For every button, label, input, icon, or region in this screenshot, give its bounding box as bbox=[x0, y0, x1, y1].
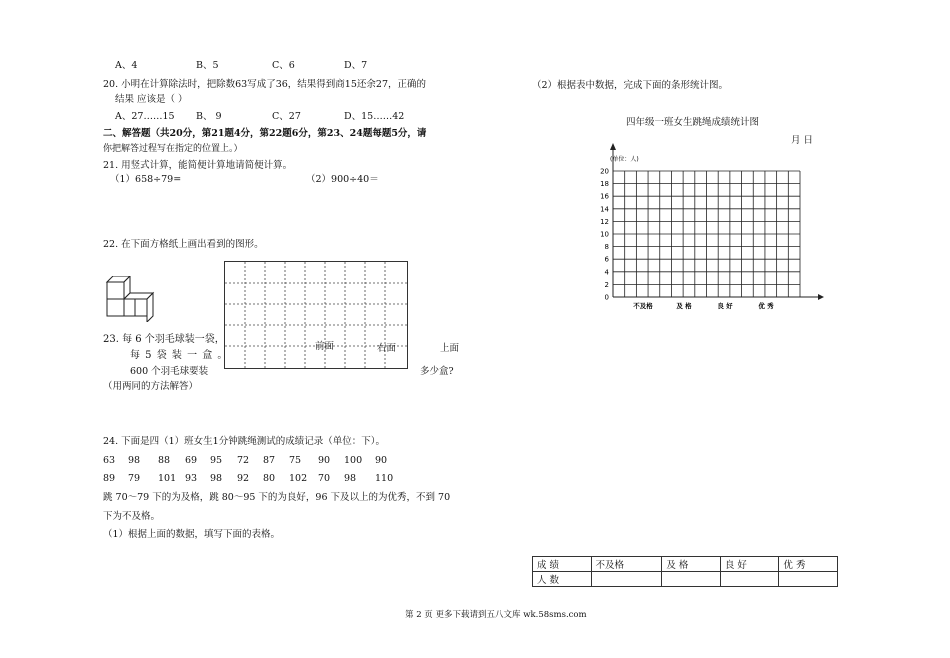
q24-text: 24. 下面是四（1）班女生1分钟跳绳测试的成绩记录（单位：下）。 bbox=[103, 436, 385, 447]
chart-y-unit-label: (单位：人) bbox=[610, 156, 639, 163]
q23-line3-end: 多少盒? bbox=[420, 366, 454, 377]
score-table bbox=[532, 556, 838, 587]
cube-stack-figure bbox=[102, 276, 158, 322]
data-value: 89 bbox=[103, 473, 116, 484]
chart-title: 四年级一班女生跳绳成绩统计图 bbox=[626, 117, 760, 128]
table-input-cell[interactable] bbox=[779, 572, 838, 587]
chart-y-tick-label: 10 bbox=[600, 230, 609, 239]
chart-x-category-label: 优 秀 bbox=[758, 302, 774, 310]
data-value: 79 bbox=[128, 473, 141, 484]
section2-note: 你把解答过程写在指定的位置上。） bbox=[103, 144, 243, 154]
q20-text-line1: 20. 小明在计算除法时，把除数63写成了36，结果得到商15还余27，正确的 bbox=[103, 79, 426, 90]
q23-line2: 每 5 袋 装 一 盒 。 bbox=[130, 350, 229, 361]
data-value: 88 bbox=[158, 455, 171, 466]
table-row-count bbox=[533, 572, 838, 587]
chart-y-tick-label: 4 bbox=[604, 268, 609, 277]
q22-text: 22. 在下面方格纸上画出看到的图形。 bbox=[103, 239, 264, 250]
table-input-cell[interactable] bbox=[662, 572, 721, 587]
q21-part2: （2）900÷40＝ bbox=[306, 174, 379, 185]
page-footer: 第 2 页 更多下载请到五八文库 wk.58sms.com bbox=[405, 610, 587, 620]
q21-text: 21. 用竖式计算，能简便计算地请简便计算。 bbox=[103, 160, 293, 171]
data-value: 102 bbox=[289, 473, 308, 484]
view-label-top: 上面 bbox=[440, 343, 460, 354]
table-input-cell[interactable] bbox=[720, 572, 779, 587]
q23-line3: 600 个羽毛球要装 bbox=[130, 366, 209, 377]
data-value: 80 bbox=[263, 473, 276, 484]
data-value: 70 bbox=[318, 473, 331, 484]
q21-part1: （1）658÷79= bbox=[110, 174, 182, 185]
data-value: 90 bbox=[318, 455, 331, 466]
q20-option-a: A、27……15 bbox=[115, 111, 175, 122]
chart-y-tick-label: 0 bbox=[604, 293, 609, 302]
data-value: 87 bbox=[263, 455, 276, 466]
chart-y-tick-label: 8 bbox=[604, 243, 609, 252]
q19-option-a: A、4 bbox=[115, 60, 138, 71]
table-cell: 良 好 bbox=[720, 557, 779, 572]
chart-y-tick-label: 2 bbox=[604, 280, 609, 289]
q24-part1: （1）根据上面的数据，填写下面的表格。 bbox=[103, 529, 281, 540]
data-value: 100 bbox=[344, 455, 363, 466]
data-value: 92 bbox=[237, 473, 250, 484]
data-value: 90 bbox=[375, 455, 388, 466]
q20-option-d: D、15……42 bbox=[344, 111, 405, 122]
data-value: 69 bbox=[185, 455, 198, 466]
chart-y-arrow-icon bbox=[610, 143, 616, 150]
q19-option-b: B、5 bbox=[196, 60, 219, 71]
data-value: 98 bbox=[128, 455, 141, 466]
q23-line4: （用两同的方法解答） bbox=[103, 381, 199, 392]
chart-date-label: 月 日 bbox=[791, 135, 814, 146]
chart-y-tick-label: 6 bbox=[604, 255, 609, 264]
q24-rule-line2: 下为不及格。 bbox=[103, 511, 161, 522]
data-value: 63 bbox=[103, 455, 116, 466]
q20-text-line2: 结果 应该是（ ） bbox=[115, 94, 188, 105]
table-cell: 不及格 bbox=[591, 557, 662, 572]
part2-text: （2）根据表中数据，完成下面的条形统计图。 bbox=[532, 80, 729, 91]
data-value: 98 bbox=[344, 473, 357, 484]
chart-y-tick-label: 12 bbox=[600, 217, 609, 226]
chart-y-tick-label: 20 bbox=[600, 167, 609, 176]
table-cell: 及 格 bbox=[662, 557, 721, 572]
chart-y-tick-label: 18 bbox=[600, 180, 609, 189]
data-value: 93 bbox=[185, 473, 198, 484]
data-value: 110 bbox=[375, 473, 394, 484]
view-label-right: 右面 bbox=[377, 343, 397, 354]
q23-line1: 23. 每 6 个羽毛球装一袋， bbox=[103, 334, 225, 345]
table-cell: 人 数 bbox=[533, 572, 592, 587]
table-cell: 优 秀 bbox=[779, 557, 838, 572]
q20-option-b: B、 9 bbox=[196, 111, 222, 122]
section2-heading: 二、解答题（共20分，第21题4分，第22题6分，第23、24题每题5分，请 bbox=[103, 128, 427, 139]
q20-option-c: C、27 bbox=[272, 111, 301, 122]
view-label-front: 前面 bbox=[315, 341, 335, 352]
chart-y-tick-label: 16 bbox=[600, 192, 609, 201]
table-row-header bbox=[533, 557, 838, 572]
data-value: 95 bbox=[210, 455, 223, 466]
data-value: 72 bbox=[237, 455, 250, 466]
data-value: 98 bbox=[210, 473, 223, 484]
chart-y-tick-label: 14 bbox=[600, 205, 609, 214]
chart-x-category-label: 良 好 bbox=[717, 302, 733, 310]
chart-x-arrow-icon bbox=[818, 294, 824, 300]
bar-chart[interactable] bbox=[596, 140, 826, 315]
q24-rule-line1: 跳 70～79 下的为及格，跳 80～95 下的为良好，96 下及以上的为优秀，不到 70 bbox=[103, 492, 451, 503]
data-value: 101 bbox=[158, 473, 177, 484]
q19-option-d: D、7 bbox=[344, 60, 368, 71]
chart-x-category-label: 不及格 bbox=[633, 302, 653, 310]
table-cell: 成 绩 bbox=[533, 557, 592, 572]
table-input-cell[interactable] bbox=[591, 572, 662, 587]
q19-option-c: C、6 bbox=[272, 60, 295, 71]
data-value: 75 bbox=[289, 455, 302, 466]
chart-x-category-label: 及 格 bbox=[676, 302, 692, 310]
